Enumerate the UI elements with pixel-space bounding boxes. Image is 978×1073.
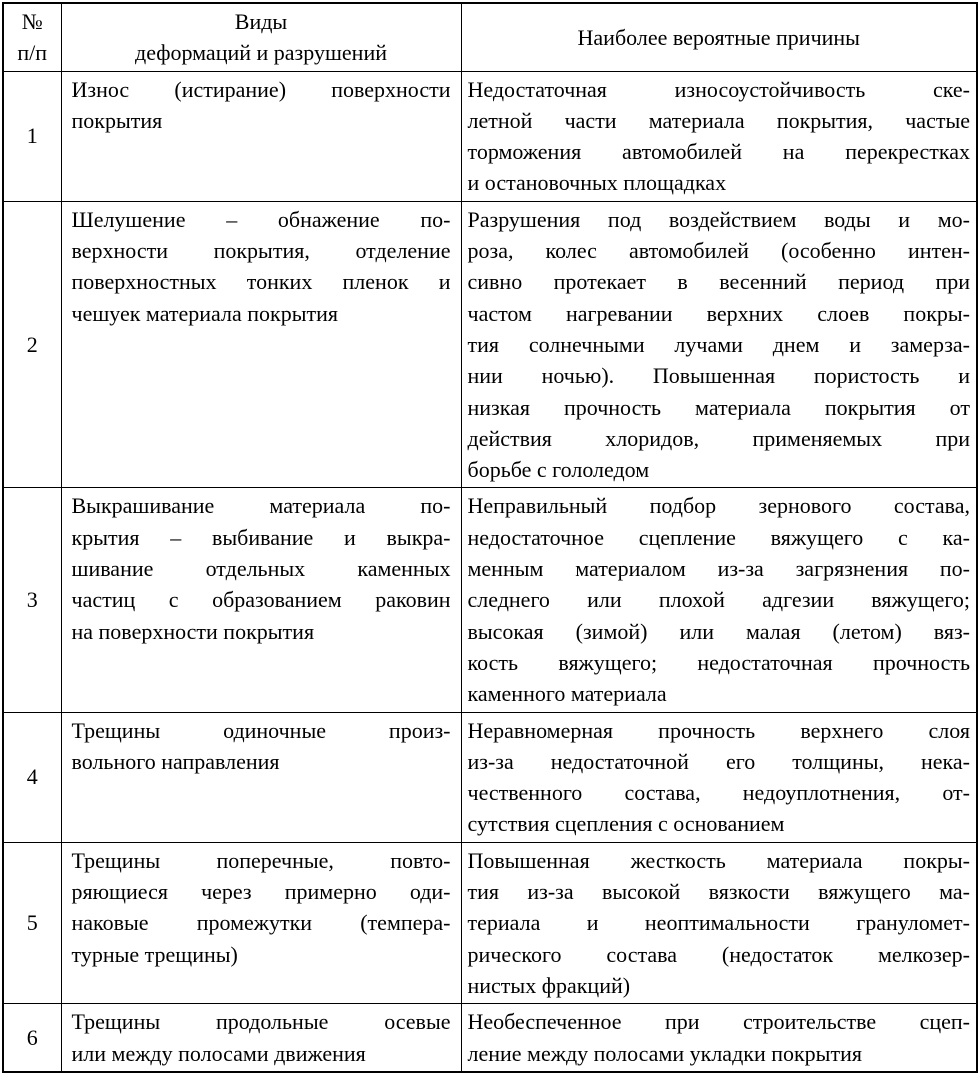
- text-line: следнего или плохой адгезии вяжущего;: [467, 587, 970, 613]
- text-line: нии ночью). Повышенная пористость и: [467, 363, 970, 389]
- deformation-type-text: [72, 490, 451, 646]
- text-line: каменного материала: [467, 681, 667, 707]
- text-line: торможения автомобилей на перекрестках: [467, 139, 970, 165]
- deformations-causes-table: [2, 2, 978, 1073]
- probable-cause-cell: [461, 1004, 977, 1073]
- text-line: Повышенная жесткость материала покры-: [467, 847, 970, 873]
- deformation-type-text: [72, 1006, 451, 1069]
- text-line: роза, колес автомобилей (особенно интен-: [467, 238, 970, 264]
- text-line: менным материалом из-за загрязнения по-: [467, 556, 970, 582]
- text-line: Недостаточная износоустойчивость ске-: [467, 76, 970, 102]
- probable-cause-cell: [461, 712, 977, 842]
- text-line: №: [21, 9, 43, 34]
- table-row: [3, 488, 977, 712]
- text-line: высокая (зимой) или малая (летом) вяз-: [467, 618, 970, 644]
- deformation-type-cell: [61, 71, 461, 201]
- probable-cause-text: [468, 74, 971, 199]
- table-row: [3, 201, 977, 488]
- text-line: шивание отдельных каменных: [71, 556, 451, 582]
- text-line: Наиболее вероятные причины: [577, 24, 860, 50]
- text-line: Необеспеченное при строительстве сцеп-: [467, 1009, 970, 1035]
- text-line: крытия – выбивание и выкра-: [71, 524, 451, 550]
- text-line: Неравномерная прочность верхнего слоя: [467, 717, 970, 743]
- text-line: кость вяжущего; недостаточная прочность: [467, 649, 970, 675]
- probable-cause-text: [468, 845, 971, 1001]
- probable-cause-cell: [461, 842, 977, 1003]
- row-number-cell: [3, 842, 61, 1003]
- row-number: 4: [26, 764, 38, 790]
- row-number: 6: [26, 1024, 38, 1050]
- text-line: недостаточное сцепление вяжущего с ка-: [467, 524, 970, 550]
- row-number-cell: [3, 712, 61, 842]
- text-line: вольного направления: [71, 748, 280, 774]
- row-number: 1: [26, 123, 38, 149]
- text-line: из-за недостаточной его толщины, нека-: [467, 748, 970, 774]
- deformation-type-cell: [61, 201, 461, 488]
- text-line: наковые промежутки (темпера-: [71, 910, 451, 936]
- deformation-type-cell: [61, 842, 461, 1003]
- text-line: чественного состава, недоуплотнения, от-: [467, 780, 970, 806]
- header-probable-causes-text: [466, 22, 973, 53]
- probable-cause-cell: [461, 488, 977, 712]
- text-line: тия солнечными лучами днем и замерза-: [467, 331, 970, 357]
- header-probable-causes-column: [461, 3, 977, 71]
- deformation-type-cell: [61, 488, 461, 712]
- table-row: [3, 1004, 977, 1073]
- text-line: чешуек материала покрытия: [71, 300, 339, 326]
- header-deformation-types-column: [61, 3, 461, 71]
- text-line: Трещины поперечные, повто-: [71, 847, 451, 873]
- text-line: Трещины одиночные произ-: [71, 717, 451, 743]
- text-line: и остановочных площадках: [467, 170, 727, 196]
- text-line: действия хлоридов, применяемых при: [467, 425, 970, 451]
- deformation-type-text: [72, 204, 451, 329]
- text-line: частом нагревании верхних слоев покры-: [467, 300, 970, 326]
- text-line: на поверхности покрытия: [71, 618, 315, 644]
- text-line: верхности покрытия, отделение: [71, 238, 451, 264]
- deformation-type-cell: [61, 1004, 461, 1073]
- header-number-text: [8, 6, 57, 69]
- probable-cause-text: [468, 490, 971, 709]
- header-number-column: [3, 3, 61, 71]
- text-line: п/п: [17, 40, 48, 66]
- text-line: рического состава (недостаток мелкозер-: [467, 941, 970, 967]
- text-line: частиц с образованием раковин: [71, 587, 451, 613]
- row-number-cell: [3, 488, 61, 712]
- row-number: 5: [26, 909, 38, 935]
- text-line: сутствия сцепления с основанием: [467, 811, 785, 837]
- text-line: Разрушения под воздействием воды и мо-: [467, 206, 970, 232]
- text-line: нистых фракций): [467, 972, 631, 998]
- text-line: Трещины продольные осевые: [71, 1009, 451, 1035]
- probable-cause-text: [468, 1006, 971, 1069]
- text-line: сивно протекает в весенний период при: [467, 269, 970, 295]
- row-number: 2: [26, 331, 38, 357]
- text-line: Выкрашивание материала по-: [71, 493, 451, 519]
- text-line: Износ (истирание) поверхности: [71, 76, 451, 102]
- text-line: летной части материала покрытия, частые: [467, 107, 970, 133]
- text-line: ление между полосами укладки покрытия: [467, 1040, 862, 1066]
- text-line: поверхностных тонких пленок и: [71, 269, 451, 295]
- deformation-type-text: [72, 845, 451, 970]
- row-number-cell: [3, 201, 61, 488]
- deformation-type-text: [72, 74, 451, 137]
- text-line: тия из-за высокой вязкости вяжущего ма-: [467, 879, 970, 905]
- text-line: Виды: [234, 9, 288, 34]
- header-row: [3, 3, 977, 71]
- probable-cause-cell: [461, 201, 977, 488]
- text-line: турные трещины): [71, 941, 238, 967]
- text-line: териала и неоптимальности грануломет-: [467, 910, 970, 936]
- table-row: [3, 712, 977, 842]
- row-number-cell: [3, 71, 61, 201]
- probable-cause-cell: [461, 71, 977, 201]
- deformation-type-cell: [61, 712, 461, 842]
- text-line: борьбе с гололедом: [467, 457, 650, 483]
- deformation-type-text: [72, 715, 451, 778]
- table-row: [3, 842, 977, 1003]
- text-line: Неправильный подбор зернового состава,: [467, 493, 970, 519]
- probable-cause-text: [468, 715, 971, 840]
- probable-cause-text: [468, 204, 971, 486]
- text-line: деформаций и разрушений: [135, 40, 387, 66]
- text-line: Шелушение – обнажение по-: [71, 206, 451, 232]
- table-row: [3, 71, 977, 201]
- table-body: [3, 71, 977, 1072]
- row-number: 3: [26, 586, 38, 612]
- text-line: покрытия: [71, 107, 163, 133]
- row-number-cell: [3, 1004, 61, 1073]
- text-line: низкая прочность материала покрытия от: [467, 394, 970, 420]
- text-line: ряющиеся через примерно оди-: [71, 879, 451, 905]
- text-line: или между полосами движения: [71, 1040, 366, 1066]
- header-deformation-types-text: [66, 6, 457, 69]
